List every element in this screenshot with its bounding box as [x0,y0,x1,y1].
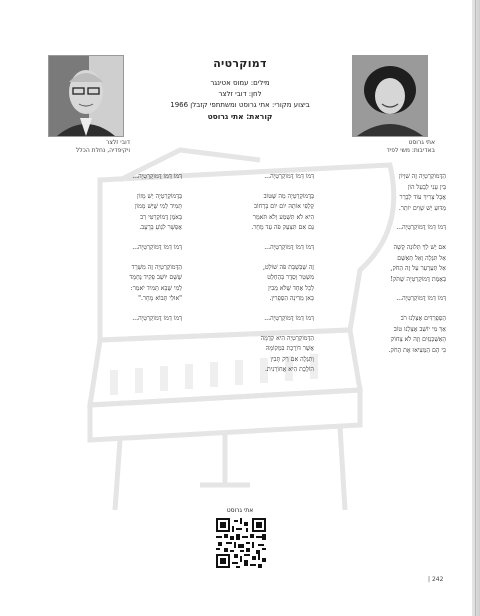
performer-photo-source: באדיבות: משי לפיד [386,147,435,154]
stanza [202,263,314,305]
stanza [202,192,314,234]
stanza [70,192,182,234]
lyric-line: הַסְּפָרַדִּים אֶצְלֵנוּ רֹב [400,314,446,322]
lyric-line: לְמִי שֶׁבָּא תָּמִיד יֹאמַר: [130,284,182,292]
lyric-line: דְּמוֹ דְּמוֹ דֶּמוֹקְרַטְיָה... [132,314,182,322]
lyric-line: בְּאֶמֶת דֶּמוֹקְרַטְיָה שֶׁתֹּק! [390,275,446,283]
lyrics-credit: מילים: עמוס אטינגר [210,79,270,87]
lyric-line: הַדֶּמוֹקְרַטְיָה זֶה מִשְׁרָד [131,263,182,271]
lyric-line: דְּמוֹ דְּמוֹ דֶּמוֹקְרַטְיָה... [396,295,446,303]
lyric-line: גַּם אִם תִּצְעַק פֹּה עַד מָחָר. [251,224,314,232]
stanza [202,172,314,183]
reader-credit: קוראת: אתי גרוסט [207,112,273,121]
lyric-line: לְכָל אֶחָד שֶׁלֹּא מֵבִין [268,284,314,292]
lyric-line: אֲבָל צָרִיךְ עוֹד לְבָרֵר [399,194,446,202]
lyric-line: שֶׁשָּׁם יוֹשֵׁב פָּקִיד נֶחְמָד [129,274,182,282]
lyric-line: הִיא לֹא תִּשְׁמַע וְלֹא תֹּאמַר [252,213,314,221]
page-number: 242 | [428,576,444,583]
qr-label: אתי גרוסט [226,507,254,514]
lyric-line: דְּמוֹ דְּמוֹ דֶּמוֹקְרַטְיָה... [264,243,314,251]
lyric-line: בַּדֶּמוֹקְרַטְיָה מַה שֶּׁטּוֹב [263,192,314,200]
lyric-line: קַלְפִּי אוֹתָהּ יוֹם יוֹם בָּרְחוֹב [254,203,314,211]
music-credit: לחן: דובי זלצר [218,90,262,98]
composer-caption [40,139,130,155]
lyrics-column-1 [334,172,446,365]
lyric-line: בֵּין עָנִי לְבַעַל הוֹן [407,183,446,191]
lyric-line: דְּמוֹ דְּמוֹ דֶּמוֹקְרַטְיָה... [264,173,314,180]
portrait-woman-icon [353,56,427,136]
lyric-line: הָאַשְׁכְּנַזִּים וְזֶה לֹא צָחוֹק [390,336,446,344]
lyric-line: הַדֶּמוֹקְרַטְיָה זֶה שִׁוְיוֹן [398,173,446,180]
lyrics-column-2 [202,172,314,385]
stanza [70,314,182,325]
performer-caption [345,139,435,155]
lyric-line: דְּמוֹ דְּמוֹ דֶּמוֹקְרַטְיָה... [264,314,314,322]
stanza [70,263,182,305]
original-performance: ביצוע מקורי: אתי גרוסט ומשתתפי קזבלן 1966 [170,101,310,109]
lyric-line: זֶה שֶׁבְּשַׁבָּת פֹּה שׁוֹלֵט, [262,263,314,271]
lyric-line: "אוּלַי תָּבוֹא מָחָר." [138,295,182,303]
song-title: דמוקרטיה [213,57,267,70]
page-edge [472,0,480,616]
lyric-line: אִם יֵשׁ לְךָ תְּלוּנָה קָשָׁה [393,243,446,251]
lyric-line: מִשְׁטָר וְסֵדֶר בַּהַחְלֵט [267,274,314,282]
lyric-line: הַדֶּמוֹקְרַטְיָה הִיא קְדֻמָּה [260,334,314,342]
composer-name: דובי זלצר [105,139,130,146]
stanza [202,314,314,325]
lyric-line: דְּמוֹ דְּמוֹ דֶּמוֹקְרַטְיָה... [132,243,182,251]
qr-code-icon[interactable] [216,518,266,568]
composer-photo [48,55,124,137]
lyric-line: מַדּוּעַ יֵשׁ שָׁוִים יוֹתֵר. [398,204,446,212]
lyric-line: אֶפְשָׁר לִגְוֹעַ בָּרָעָב. [139,224,182,232]
lyric-line: וְתִגְלֶה אִם רַק תָּבִין [270,355,314,363]
stanza [334,172,446,214]
stanza [334,294,446,305]
lyric-line: אַךְ מִי יוֹשֵׁב אֶצְלֵנוּ טוֹב [393,325,446,333]
lyric-line: אַל תִּגְלֶה וְאַל תְּאַשֵּׁם [397,254,446,262]
lyric-line: אַל תְּעַרְעֵר עַל זֶה הַחֹק, [390,265,446,273]
composer-photo-source: ויקיפדיה, נחלת הכלל [75,147,130,154]
stanza [202,243,314,254]
lyric-line: כָּאן מְדִינָה הַסְּפָרִין. [269,295,314,303]
lyric-line: הוֹלֶכֶת הִיא אֲחוֹרַנִּית. [264,366,314,374]
stanza [334,223,446,234]
stanza [70,243,182,254]
stanza [202,334,314,376]
song-header [140,57,340,122]
stanza [334,314,446,356]
stanza [70,172,182,183]
lyrics-column-3 [70,172,182,334]
stanza [334,243,446,285]
lyric-line: בְּאֹמֶן דֶּמוֹקְרַטִּי רַב [140,213,182,221]
lyric-line: דְּמוֹ דְּמוֹ דֶּמוֹקְרַטְיָה... [132,173,182,180]
lyric-line: דְּמוֹ דְּמוֹ דֶּמוֹקְרַטְיָה... [396,224,446,232]
portrait-man-icon [49,56,123,136]
performer-photo [352,55,428,137]
lyric-line: אֲשֶׁר דּוֹרֶכֶת בִּמְקוֹמָהּ [265,345,314,353]
lyric-line: כִּי הֵם הַמַּצִּיאוּ אֶת הַחֹק. [388,346,446,354]
performer-name: אתי גרוסט [408,139,435,146]
lyric-line: בַּדֶּמוֹקְרַטְיָה יֵשׁ מָזוֹן [137,192,182,200]
lyric-line: תָּמִיד לְמִי שֶׁיֵּשׁ מָמוֹן [134,203,182,211]
